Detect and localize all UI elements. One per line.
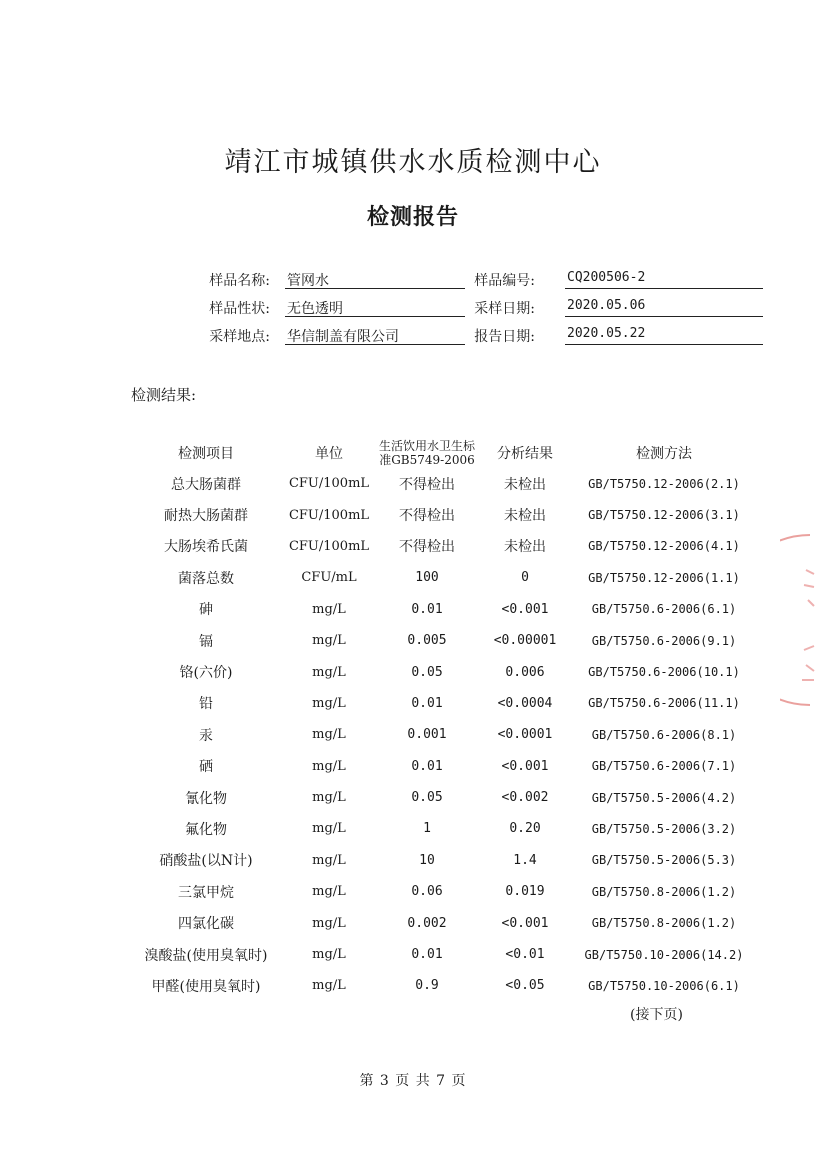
cell-unit: mg/L (312, 727, 346, 743)
cell-method: GB/T5750.6-2006(10.1) (588, 665, 740, 680)
cell-standard: 1 (423, 821, 431, 837)
cell-standard: 100 (415, 570, 439, 586)
cell-unit: CFU/mL (301, 570, 357, 586)
table-row (133, 782, 753, 813)
cell-result: 未检出 (504, 476, 546, 493)
cell-item: 砷 (199, 602, 213, 619)
results-table (133, 437, 753, 1002)
cell-item: 汞 (199, 727, 213, 744)
report-date-value: 2020.05.22 (565, 326, 763, 345)
cell-standard: 0.001 (407, 727, 447, 743)
table-row (133, 907, 753, 938)
cell-unit: mg/L (312, 947, 346, 963)
table-row (133, 594, 753, 625)
column-header-result: 分析结果 (497, 445, 553, 462)
continue-note: (接下页) (630, 1007, 683, 1023)
cell-standard: 0.01 (411, 695, 443, 711)
column-header-method: 检测方法 (636, 445, 692, 462)
cell-standard: 0.01 (411, 601, 443, 617)
cell-method: GB/T5750.10-2006(14.2) (584, 947, 744, 962)
cell-unit: CFU/100mL (288, 507, 370, 523)
cell-method: GB/T5750.8-2006(1.2) (591, 916, 737, 931)
sampling-date-label: 采样日期: (474, 301, 535, 317)
cell-unit: mg/L (312, 884, 346, 900)
cell-item: 硝酸盐(以N计) (159, 853, 253, 870)
sampling-date-value: 2020.05.06 (565, 298, 763, 317)
cell-item: 氟化物 (185, 821, 227, 838)
sample-state-label: 样品性状: (209, 301, 270, 317)
cell-method: GB/T5750.5-2006(3.2) (591, 821, 737, 836)
seal-stamp-icon (780, 530, 826, 710)
cell-result: <0.00001 (493, 633, 557, 649)
cell-result: <0.05 (505, 978, 545, 994)
page-number-footer: 第 3 页 共 7 页 (359, 1073, 467, 1089)
column-header-item: 检测项目 (178, 445, 234, 462)
cell-method: GB/T5750.12-2006(3.1) (588, 508, 740, 523)
cell-result: <0.001 (501, 915, 549, 931)
cell-method: GB/T5750.8-2006(1.2) (591, 884, 737, 899)
table-row (133, 468, 753, 499)
cell-standard: 0.005 (407, 633, 447, 649)
cell-item: 耐热大肠菌群 (164, 508, 248, 525)
sample-state-value: 无色透明 (285, 298, 465, 317)
table-row (133, 845, 753, 876)
cell-method: GB/T5750.6-2006(7.1) (591, 759, 737, 774)
cell-standard: 不得检出 (399, 476, 455, 493)
cell-result: 0 (521, 570, 529, 586)
cell-item: 溴酸盐(使用臭氧时) (144, 947, 268, 964)
cell-unit: mg/L (312, 664, 346, 680)
cell-result: 0.019 (505, 884, 545, 900)
cell-method: GB/T5750.12-2006(4.1) (588, 539, 740, 554)
cell-result: 1.4 (513, 852, 537, 868)
cell-item: 铅 (199, 696, 213, 713)
cell-unit: mg/L (312, 758, 346, 774)
cell-item: 硒 (199, 759, 213, 776)
cell-standard: 10 (419, 852, 435, 868)
table-row (133, 499, 753, 530)
sample-name-label: 样品名称: (209, 273, 270, 289)
cell-standard: 0.01 (411, 947, 443, 963)
cell-unit: mg/L (312, 790, 346, 806)
cell-item: 四氯化碳 (178, 916, 234, 933)
cell-unit: mg/L (312, 852, 346, 868)
results-body (133, 468, 753, 1002)
table-row (133, 719, 753, 750)
cell-result: <0.001 (501, 601, 549, 617)
cell-standard: 0.05 (411, 790, 443, 806)
table-row (133, 625, 753, 656)
cell-result: <0.0004 (497, 695, 553, 711)
cell-item: 镉 (199, 633, 213, 650)
cell-item: 三氯甲烷 (178, 884, 234, 901)
cell-item: 氰化物 (185, 790, 227, 807)
cell-method: GB/T5750.5-2006(4.2) (591, 790, 737, 805)
cell-standard: 0.06 (411, 884, 443, 900)
cell-unit: mg/L (312, 821, 346, 837)
cell-item: 铬(六价) (179, 665, 233, 682)
cell-item: 菌落总数 (178, 570, 234, 587)
cell-result: <0.0001 (497, 727, 553, 743)
cell-standard: 不得检出 (399, 508, 455, 525)
cell-unit: CFU/100mL (288, 538, 370, 554)
table-header-row (133, 437, 753, 468)
cell-method: GB/T5750.6-2006(9.1) (591, 633, 737, 648)
cell-method: GB/T5750.6-2006(11.1) (588, 696, 740, 711)
column-header-standard: 生活饮用水卫生标准GB5749-2006 (379, 438, 476, 467)
cell-result: <0.01 (505, 947, 545, 963)
cell-result: 0.006 (505, 664, 545, 680)
table-row (133, 939, 753, 970)
table-row (133, 656, 753, 687)
sampling-location-value: 华信制盖有限公司 (285, 326, 465, 345)
cell-unit: mg/L (312, 633, 346, 649)
report-title: 检测报告 (366, 204, 459, 230)
cell-standard: 不得检出 (399, 539, 455, 556)
cell-unit: mg/L (312, 695, 346, 711)
cell-unit: CFU/100mL (288, 476, 370, 492)
cell-standard: 0.05 (411, 664, 443, 680)
cell-item: 总大肠菌群 (171, 476, 241, 493)
cell-standard: 0.01 (411, 758, 443, 774)
cell-item: 大肠埃希氏菌 (164, 539, 248, 556)
cell-method: GB/T5750.6-2006(8.1) (591, 727, 737, 742)
table-row (133, 876, 753, 907)
table-row (133, 970, 753, 1001)
sample-code-value: CQ200506-2 (565, 270, 763, 289)
cell-method: GB/T5750.5-2006(5.3) (591, 853, 737, 868)
cell-standard: 0.9 (415, 978, 439, 994)
cell-standard: 0.002 (407, 915, 447, 931)
cell-unit: mg/L (312, 915, 346, 931)
cell-method: GB/T5750.12-2006(2.1) (588, 476, 740, 491)
cell-result: 未检出 (504, 539, 546, 556)
sample-code-label: 样品编号: (474, 273, 535, 289)
cell-unit: mg/L (312, 601, 346, 617)
cell-unit: mg/L (312, 978, 346, 994)
sampling-location-label: 采样地点: (209, 329, 270, 345)
table-row (133, 688, 753, 719)
organization-title: 靖江市城镇供水水质检测中心 (224, 147, 602, 178)
column-header-unit: 单位 (315, 445, 343, 462)
table-row (133, 813, 753, 844)
cell-result: <0.002 (501, 790, 549, 806)
cell-result: 0.20 (509, 821, 541, 837)
cell-method: GB/T5750.6-2006(6.1) (591, 602, 737, 617)
cell-item: 甲醛(使用臭氧时) (151, 978, 261, 995)
cell-result: 未检出 (504, 508, 546, 525)
cell-result: <0.001 (501, 758, 549, 774)
report-date-label: 报告日期: (474, 329, 535, 345)
sample-name-value: 管网水 (285, 270, 465, 289)
cell-method: GB/T5750.10-2006(6.1) (588, 978, 740, 993)
table-row (133, 751, 753, 782)
results-heading: 检测结果: (131, 386, 197, 404)
cell-method: GB/T5750.12-2006(1.1) (588, 570, 740, 585)
table-row (133, 531, 753, 562)
table-row (133, 562, 753, 593)
